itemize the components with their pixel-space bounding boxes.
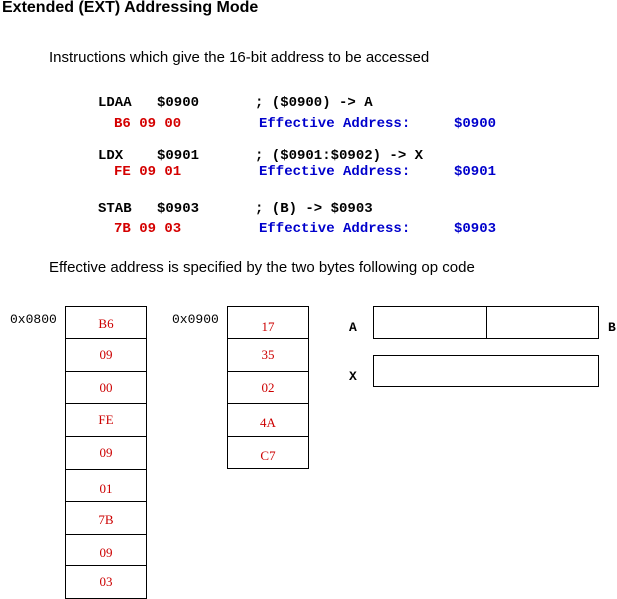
program-memory-cell — [65, 501, 147, 535]
program-memory-cell — [65, 371, 147, 404]
instr-1-mnemonic: LDAA — [98, 95, 132, 111]
instr-2-bytes: FE 09 01 — [114, 164, 182, 180]
page-title: Extended (EXT) Addressing Mode — [2, 0, 259, 16]
program-memory-cell — [65, 403, 147, 437]
instr-2-operand: $0901 — [157, 148, 200, 164]
program-memory-cell-value: 09 — [99, 347, 113, 362]
data-memory-address: 0x0900 — [172, 312, 219, 327]
program-memory-cell — [65, 436, 147, 470]
data-memory-cell-value: 17 — [261, 319, 275, 334]
program-memory-cell — [65, 338, 147, 372]
register-x-label: X — [349, 369, 357, 384]
instr-1-operand: $0900 — [157, 95, 200, 111]
instr-2-comment: ; ($0901:$0902) -> X — [255, 148, 424, 164]
program-memory-cell — [65, 306, 147, 339]
data-memory-cell — [227, 436, 309, 469]
instr-1-comment: ; ($0900) -> A — [255, 95, 373, 111]
instr-3-ea-value: $0903 — [454, 221, 497, 237]
data-memory-cell-value: C7 — [260, 448, 276, 463]
register-a-box — [373, 306, 487, 339]
register-b-box — [486, 306, 599, 339]
register-b-label: B — [608, 320, 616, 335]
description: Effective address is specified by the two bytes following op code — [49, 259, 475, 276]
instr-1-bytes: B6 09 00 — [114, 116, 182, 132]
instr-3-bytes: 7B 09 03 — [114, 221, 182, 237]
instr-3-ea-label: Effective Address: — [259, 221, 411, 237]
program-memory-cell-value: FE — [98, 412, 114, 427]
register-x-box — [373, 355, 599, 387]
data-memory-cell — [227, 371, 309, 404]
data-memory-cell — [227, 403, 309, 437]
program-memory-cell-value: 03 — [99, 574, 113, 589]
instr-2-ea-value: $0901 — [454, 164, 497, 180]
data-memory-cell-value: 35 — [261, 347, 275, 362]
data-memory-cell-value: 02 — [261, 380, 275, 395]
program-memory-cell-value: 00 — [99, 380, 113, 395]
instr-3-comment: ; (B) -> $0903 — [255, 201, 373, 217]
register-a-label: A — [349, 320, 357, 335]
program-memory-cell — [65, 469, 147, 502]
instr-2-ea-label: Effective Address: — [259, 164, 411, 180]
program-memory-cell-value: 09 — [99, 545, 113, 560]
instr-3-mnemonic: STAB — [98, 201, 132, 217]
program-memory-cell — [65, 565, 147, 599]
instr-2-mnemonic: LDX — [98, 148, 124, 164]
data-memory-cell — [227, 306, 309, 339]
program-memory-cell — [65, 534, 147, 566]
data-memory-cell-value: 4A — [260, 415, 276, 430]
program-memory-cell-value: B6 — [98, 316, 114, 331]
subtitle: Instructions which give the 16-bit address to be accessed — [49, 49, 430, 66]
instr-1-ea-value: $0900 — [454, 116, 497, 132]
data-memory-cell — [227, 338, 309, 372]
program-memory-cell-value: 09 — [99, 445, 113, 460]
instr-3-operand: $0903 — [157, 201, 200, 217]
program-memory-cell-value: 01 — [99, 481, 113, 496]
program-memory-cell-value: 7B — [98, 512, 114, 527]
instr-1-ea-label: Effective Address: — [259, 116, 411, 132]
program-memory-address: 0x0800 — [10, 312, 57, 327]
